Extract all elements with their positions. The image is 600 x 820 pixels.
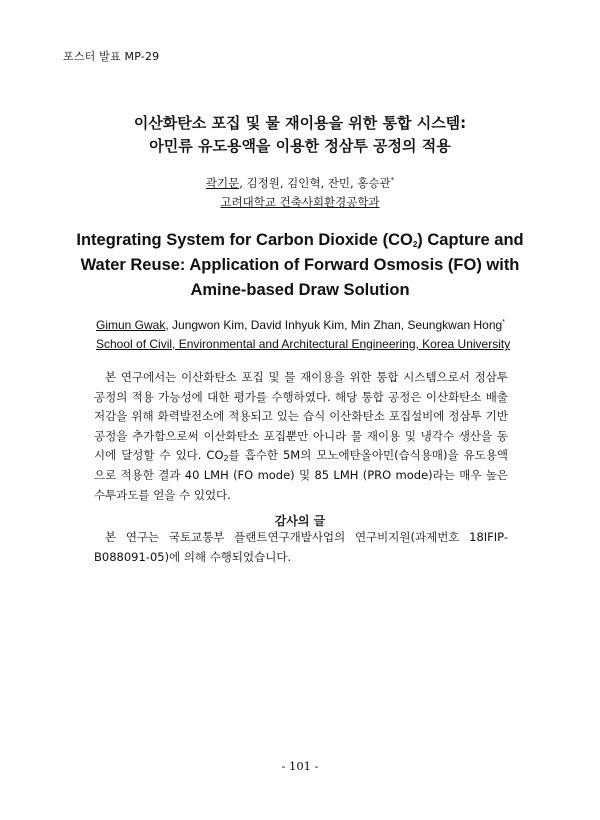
korean-title-line-1: 이산화탄소 포집 및 물 재이용을 위한 통합 시스템: <box>133 114 467 132</box>
english-title-line-1-a: Integrating System for Carbon Dioxide (CO <box>76 231 413 249</box>
english-title-line-1-b: ) Capture and <box>417 231 524 249</box>
korean-author-block <box>0 174 600 212</box>
session-code: 포스터 발표 MP-29 <box>63 50 160 63</box>
english-affiliation: School of Civil, Environmental and Architectural Engineering, Korea University <box>96 337 511 351</box>
english-title-line-2: Water Reuse: Application of Forward Osmosis (FO) with <box>80 256 520 274</box>
korean-title <box>0 112 600 158</box>
acknowledgment-body: 본 연구는 국토교통부 플랜트연구개발사업의 연구비지원(과제번호 18IFIP-B088091-05)에 의해 수행되었습니다. <box>94 530 508 564</box>
english-title-subscript: 2 <box>412 240 418 249</box>
korean-presenter: 곽기문 <box>205 176 240 190</box>
korean-title-line-2: 아민류 유도용액을 이용한 정삼투 공정의 적용 <box>149 137 451 155</box>
acknowledgment-heading: 감사의 글 <box>274 514 326 528</box>
korean-affiliation: 고려대학교 건축사회환경공학과 <box>220 195 380 209</box>
english-author-block <box>96 316 511 354</box>
english-authors <box>96 316 508 335</box>
english-corresponding-mark: * <box>502 319 505 326</box>
english-coauthors: , Jungwon Kim, David Inhyuk Kim, Min Zhan, Seungkwan Hong <box>165 318 503 332</box>
english-presenter: Gimun Gwak <box>96 318 166 332</box>
korean-corresponding-mark: * <box>390 176 395 184</box>
english-title-line-1 <box>0 228 600 253</box>
abstract-paragraph <box>94 368 508 505</box>
abstract-part-1: 본 연구에서는 이산화탄소 포집 및 물 재이용을 위한 통합 시스템으로서 정삼투 공정의 적용 가능성에 대한 평가를 수행하였다. 해당 통합 공정은 이산화탄소 배출 저감을 위해 화력발전소에 적용되고 있는 습식 이산화탄소 포집설비에 정삼투 기반 공정을 추가함으로써 이산화탄소 포집뿐만 아니라 물 재이용 및 냉각수 생산을 동시에 달성할 수 있다. CO <box>94 370 508 463</box>
page-number: - 101 - <box>281 759 319 773</box>
korean-coauthors: , 김정원, 김인혁, 잔민, 홍승관 <box>239 176 391 190</box>
english-title-line-3: Amine-based Draw Solution <box>190 281 410 299</box>
abstract-part-2: 를 흡수한 5M의 모노에탄올아민(습식용매)을 유도용액으로 적용한 결과 40 LMH (FO mode) 및 85 LMH (PRO mode)라는 매우 높은 수투과도를 얻을 수 있었다. <box>94 448 509 502</box>
english-title <box>0 228 600 303</box>
korean-authors <box>0 174 600 193</box>
abstract-subscript: 2 <box>223 454 229 464</box>
